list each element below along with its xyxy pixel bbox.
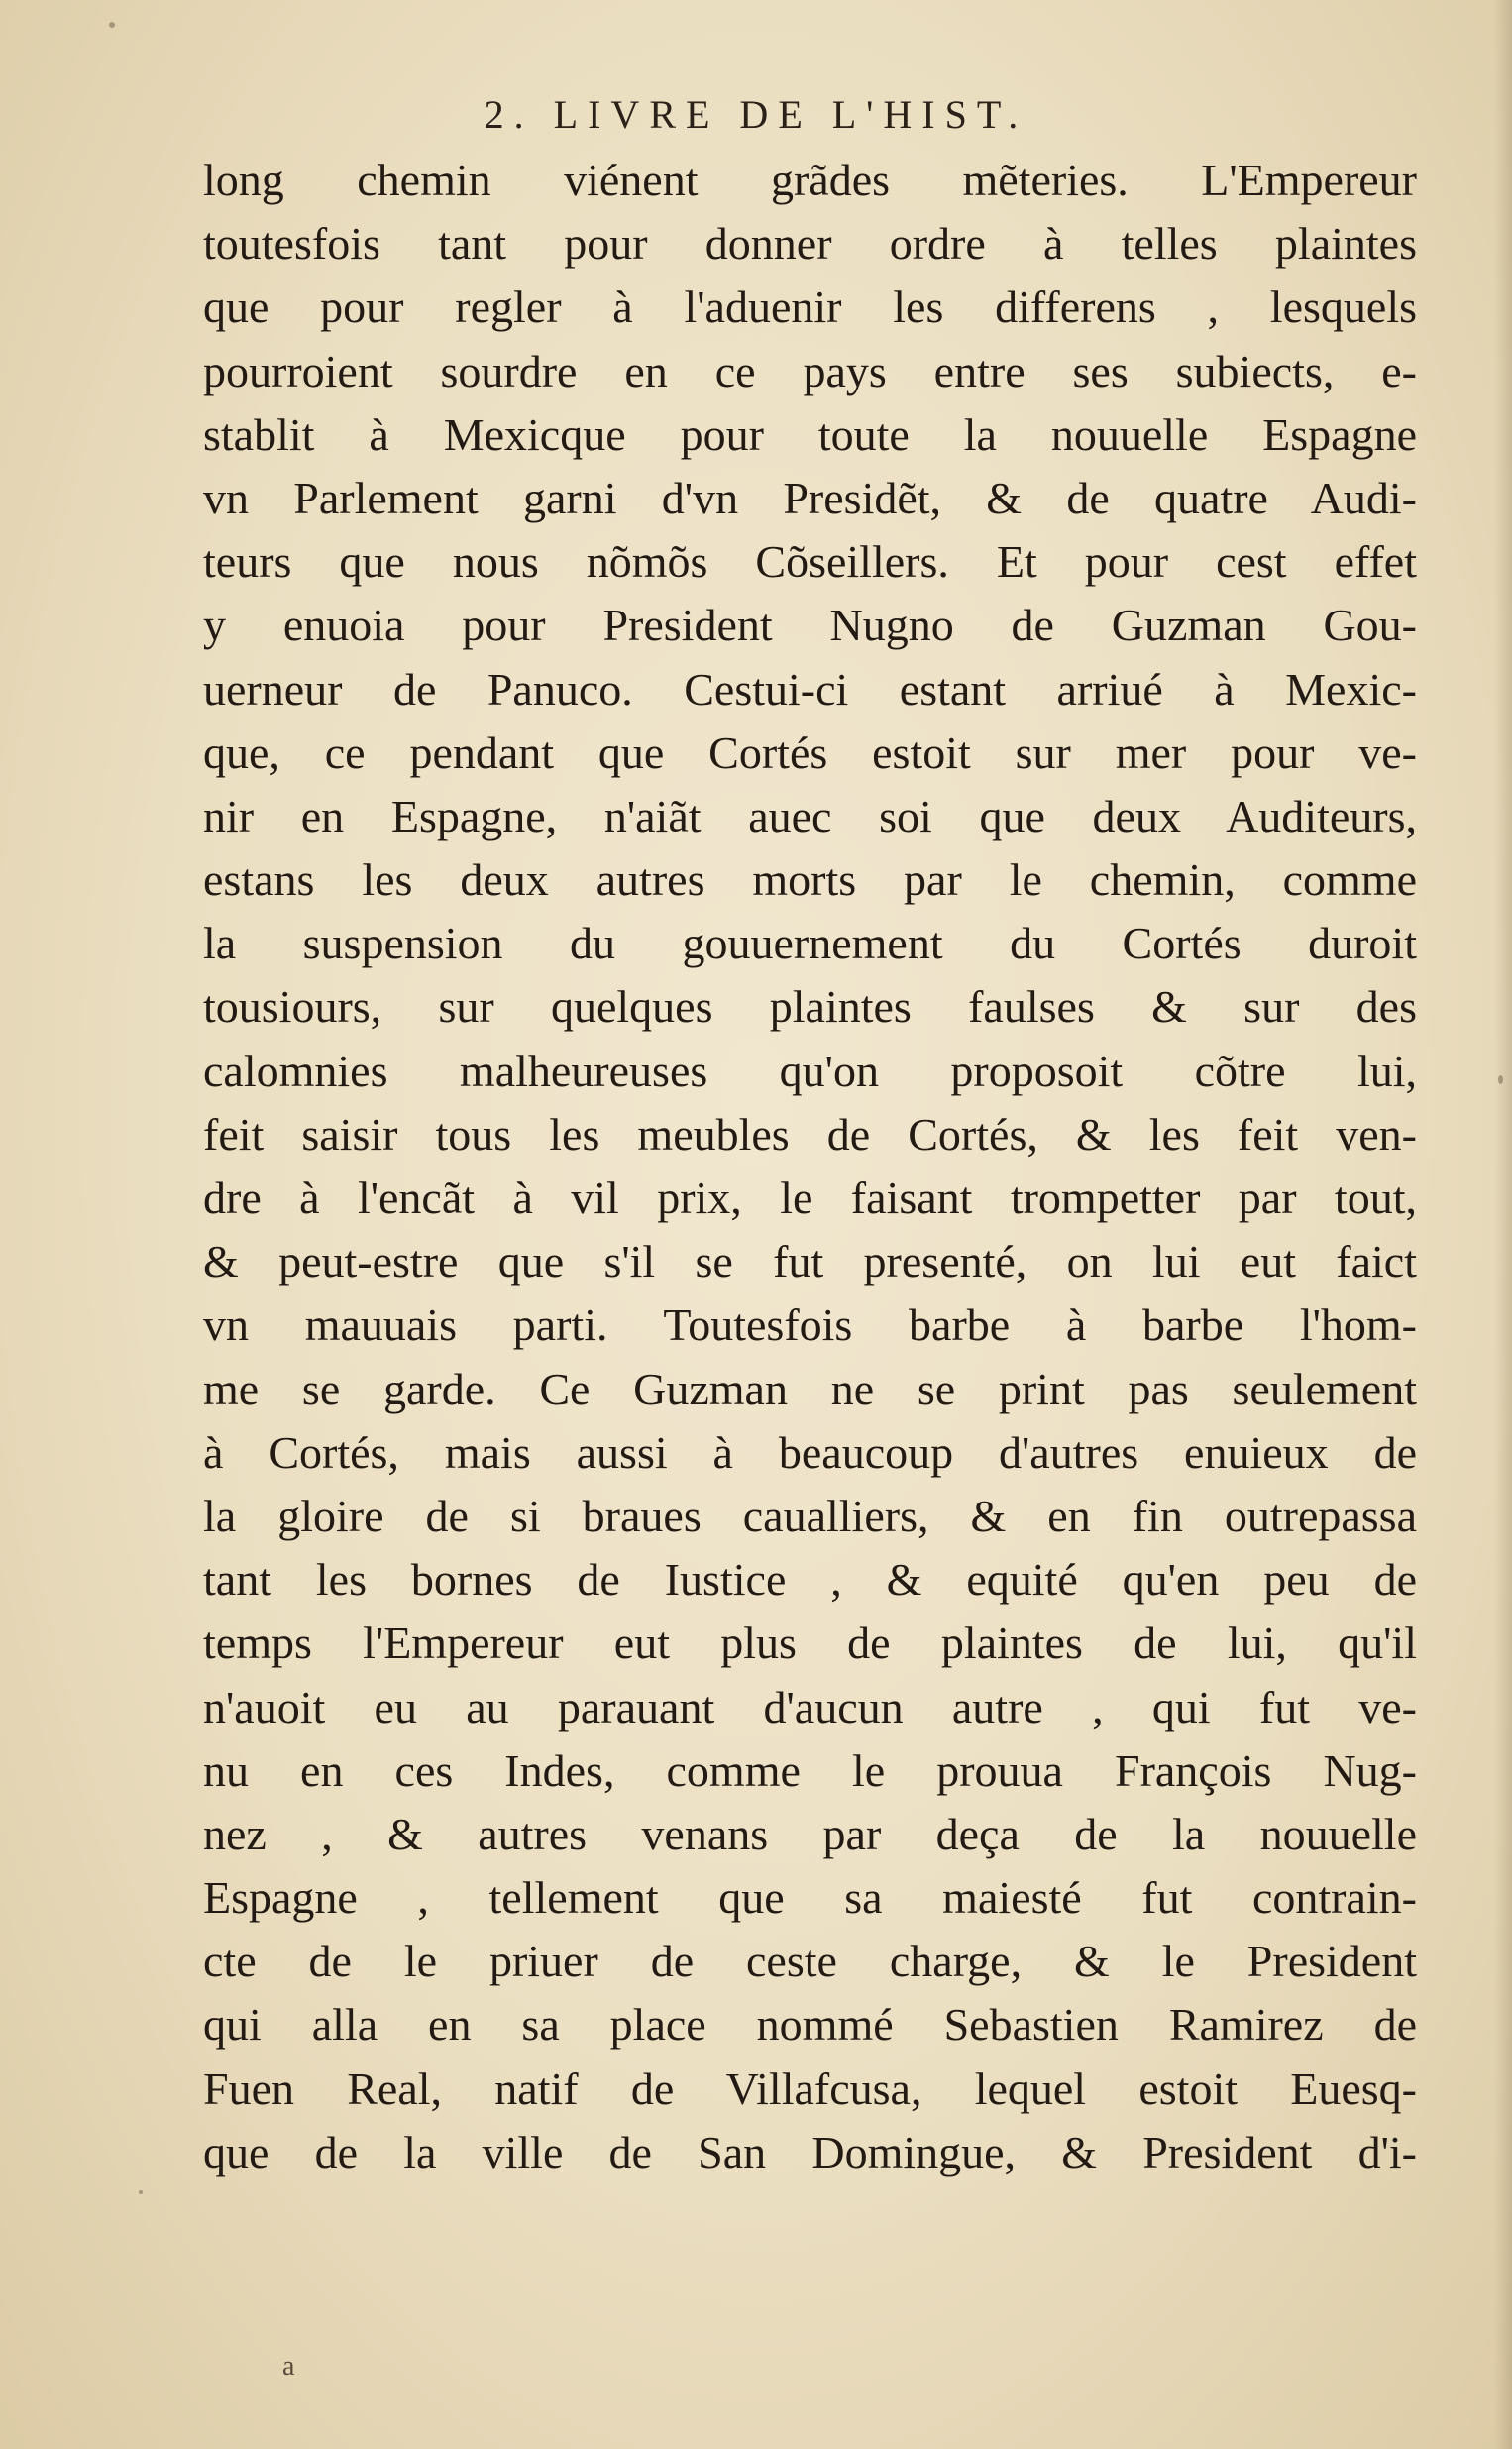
ink-speck	[1498, 1075, 1503, 1084]
text-line: temps l'Empereur eut plus de plaintes de lui, qu'il	[203, 1617, 1417, 1669]
text-line: que, ce pendant que Cortés estoit sur mer pour ve-	[203, 726, 1417, 778]
text-line: tousiours, sur quelques plaintes faulses & sur des	[203, 981, 1417, 1033]
text-line: tant les bornes de Iustice , & equité qu'en peu de	[203, 1554, 1417, 1606]
text-line: & peut-estre que s'il se fut presenté, on lui eut faict	[203, 1236, 1417, 1287]
text-line: cte de le priuer de ceste charge, & le President	[203, 1936, 1417, 1987]
text-line: dre à l'encãt à vil prix, le faisant trompetter par tout,	[203, 1172, 1417, 1223]
text-line: n'auoit eu au parauant d'aucun autre , qui fut ve-	[203, 1681, 1417, 1732]
text-line: me se garde. Ce Guzman ne se print pas seulement	[203, 1363, 1417, 1414]
text-line: calomnies malheureuses qu'on proposoit cõtre lui,	[203, 1045, 1417, 1096]
body-text	[203, 149, 1417, 2184]
text-line: Fuen Real, natif de Villafcusa, lequel estoit Euesq-	[203, 2062, 1417, 2114]
text-line: stablit à Mexicque pour toute la nouuelle Espagne	[203, 408, 1417, 460]
text-line: à Cortés, mais aussi à beaucoup d'autres enuieux de	[203, 1426, 1417, 1478]
text-line: la gloire de si braues caualliers, & en fin outrepassa	[203, 1490, 1417, 1541]
text-line: toutesfois tant pour donner ordre à telles plaintes	[203, 218, 1417, 270]
text-line: que de la ville de San Domingue, & President d'i-	[203, 2126, 1417, 2177]
signature-mark: a	[282, 2351, 295, 2382]
text-line: vn mauuais parti. Toutesfois barbe à barbe l'hom-	[203, 1299, 1417, 1351]
text-line: vn Parlement garni d'vn Presidẽt, & de quatre Audi-	[203, 472, 1417, 523]
page-edge-shadow	[1494, 0, 1512, 2449]
text-line: long chemin viénent grãdes mẽteries. L'Empereur	[203, 155, 1417, 205]
text-line: estans les deux autres morts par le chemin, comme	[203, 854, 1417, 906]
text-line: pourroient sourdre en ce pays entre ses subiects, e-	[203, 345, 1417, 396]
text-line: uerneur de Panuco. Cestui-ci estant arriué à Mexic-	[203, 663, 1417, 715]
text-line: que pour regler à l'aduenir les differens , lesquels	[203, 281, 1417, 333]
text-line: qui alla en sa place nommé Sebastien Ramirez de	[203, 1999, 1417, 2051]
text-line: nir en Espagne, n'aiãt auec soi que deux Auditeurs,	[203, 790, 1417, 841]
ink-speck	[139, 2190, 143, 2194]
text-line: teurs que nous nõmõs Cõseillers. Et pour cest effet	[203, 536, 1417, 588]
text-line: nu en ces Indes, comme le prouua François Nug-	[203, 1744, 1417, 1796]
text-line: la suspension du gouuernement du Cortés duroit	[203, 918, 1417, 969]
text-line: Espagne , tellement que sa maiesté fut contrain-	[203, 1872, 1417, 1924]
ink-speck	[109, 22, 115, 28]
running-head: 2. LIVRE DE L'HIST.	[484, 92, 1028, 137]
text-line: feit saisir tous les meubles de Cortés, & les feit ven-	[203, 1108, 1417, 1160]
text-line: nez , & autres venans par deça de la nouuelle	[203, 1808, 1417, 1859]
text-line: y enuoia pour President Nugno de Guzman Gou-	[203, 600, 1417, 651]
